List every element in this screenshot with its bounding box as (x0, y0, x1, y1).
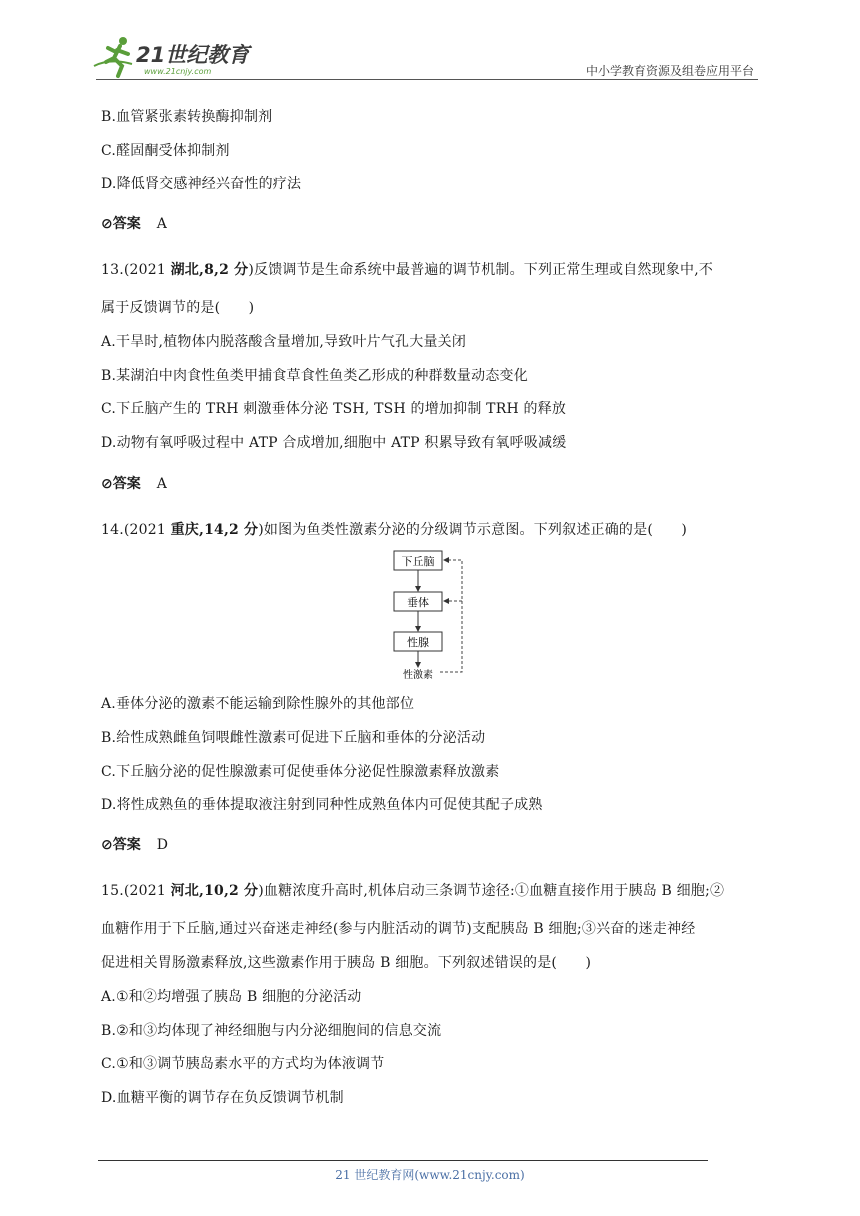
gonad-label: 性腺 (407, 636, 429, 649)
q14-answer: ⊘答案 D (101, 837, 168, 853)
q15-stem-line-1: 15.(2021 河北,10,2 分)血糖浓度升高时,机体启动三条调节途径:①血糖直接作用于胰岛 B 细胞;② (101, 883, 725, 899)
q13-stem-line-1: 13.(2021 湖北,8,2 分)反馈调节是生命系统中最普遍的调节机制。下列正常生理或自然现象中,不 (101, 262, 714, 278)
site-logo (92, 36, 262, 80)
q13-option-c: C.下丘脑产生的 TRH 刺激垂体分泌 TSH, TSH 的增加抑制 TRH 的释放 (101, 401, 567, 417)
q14-option-a: A.垂体分泌的激素不能运输到除性腺外的其他部位 (101, 696, 415, 712)
answer-icon: ⊘ (101, 216, 113, 232)
feedback-line-hypothalamus (440, 560, 462, 672)
hypothalamus-label: 下丘脑 (401, 555, 435, 568)
q13-option-b: B.某湖泊中肉食性鱼类甲捕食草食性鱼类乙形成的种群数量动态变化 (101, 368, 528, 384)
q15-stem-line-3: 促进相关胃肠激素释放,这些激素作用于胰岛 B 细胞。下列叙述错误的是( ) (101, 955, 592, 971)
hormone-regulation-diagram (380, 548, 490, 683)
q15-option-b: B.②和③均体现了神经细胞与内分泌细胞间的信息交流 (101, 1023, 442, 1039)
header-divider (96, 79, 758, 80)
answer-icon: ⊘ (101, 476, 113, 492)
logo-text: 21世纪教育 (136, 43, 250, 67)
answer-icon: ⊘ (101, 837, 113, 853)
q13-option-a: A.干旱时,植物体内脱落酸含量增加,导致叶片气孔大量关闭 (101, 334, 467, 350)
pituitary-label: 垂体 (407, 596, 429, 609)
q14-option-d: D.将性成熟鱼的垂体提取液注射到同种性成熟鱼体内可促使其配子成熟 (101, 797, 543, 813)
q15-option-c: C.①和③调节胰岛素水平的方式均为体液调节 (101, 1056, 385, 1072)
sex-hormone-label: 性激素 (403, 670, 433, 681)
q15-option-a: A.①和②均增强了胰岛 B 细胞的分泌活动 (101, 989, 362, 1005)
q15-stem-line-2: 血糖作用于下丘脑,通过兴奋迷走神经(参与内脏活动的调节)支配胰岛 B 细胞;③兴奋的迷走神经 (101, 921, 696, 937)
q14-stem: 14.(2021 重庆,14,2 分)如图为鱼类性激素分泌的分级调节示意图。下列叙述正确的是( ) (101, 522, 688, 538)
footer-divider (98, 1160, 708, 1161)
runner-icon (94, 37, 132, 76)
q12-answer: ⊘答案 A (101, 216, 167, 232)
q14-option-b: B.给性成熟雌鱼饲喂雌性激素可促进下丘脑和垂体的分泌活动 (101, 730, 486, 746)
q12-option-b: B.血管紧张素转换酶抑制剂 (101, 109, 273, 125)
q14-option-c: C.下丘脑分泌的促性腺激素可促使垂体分泌促性腺激素释放激素 (101, 764, 500, 780)
q13-stem-line-2: 属于反馈调节的是( ) (101, 300, 255, 316)
footer-text[interactable]: 21 世纪教育网(www.21cnjy.com) (335, 1168, 525, 1182)
q12-option-d: D.降低肾交感神经兴奋性的疗法 (101, 176, 302, 192)
q15-option-d: D.血糖平衡的调节存在负反馈调节机制 (101, 1090, 344, 1106)
q13-answer: ⊘答案 A (101, 476, 167, 492)
q13-option-d: D.动物有氧呼吸过程中 ATP 合成增加,细胞中 ATP 积累导致有氧呼吸减缓 (101, 435, 567, 451)
platform-name: 中小学教育资源及组卷应用平台 (585, 64, 754, 78)
q12-option-c: C.醛固酮受体抑制剂 (101, 143, 230, 159)
logo-url: www.21cnjy.com (144, 67, 212, 76)
